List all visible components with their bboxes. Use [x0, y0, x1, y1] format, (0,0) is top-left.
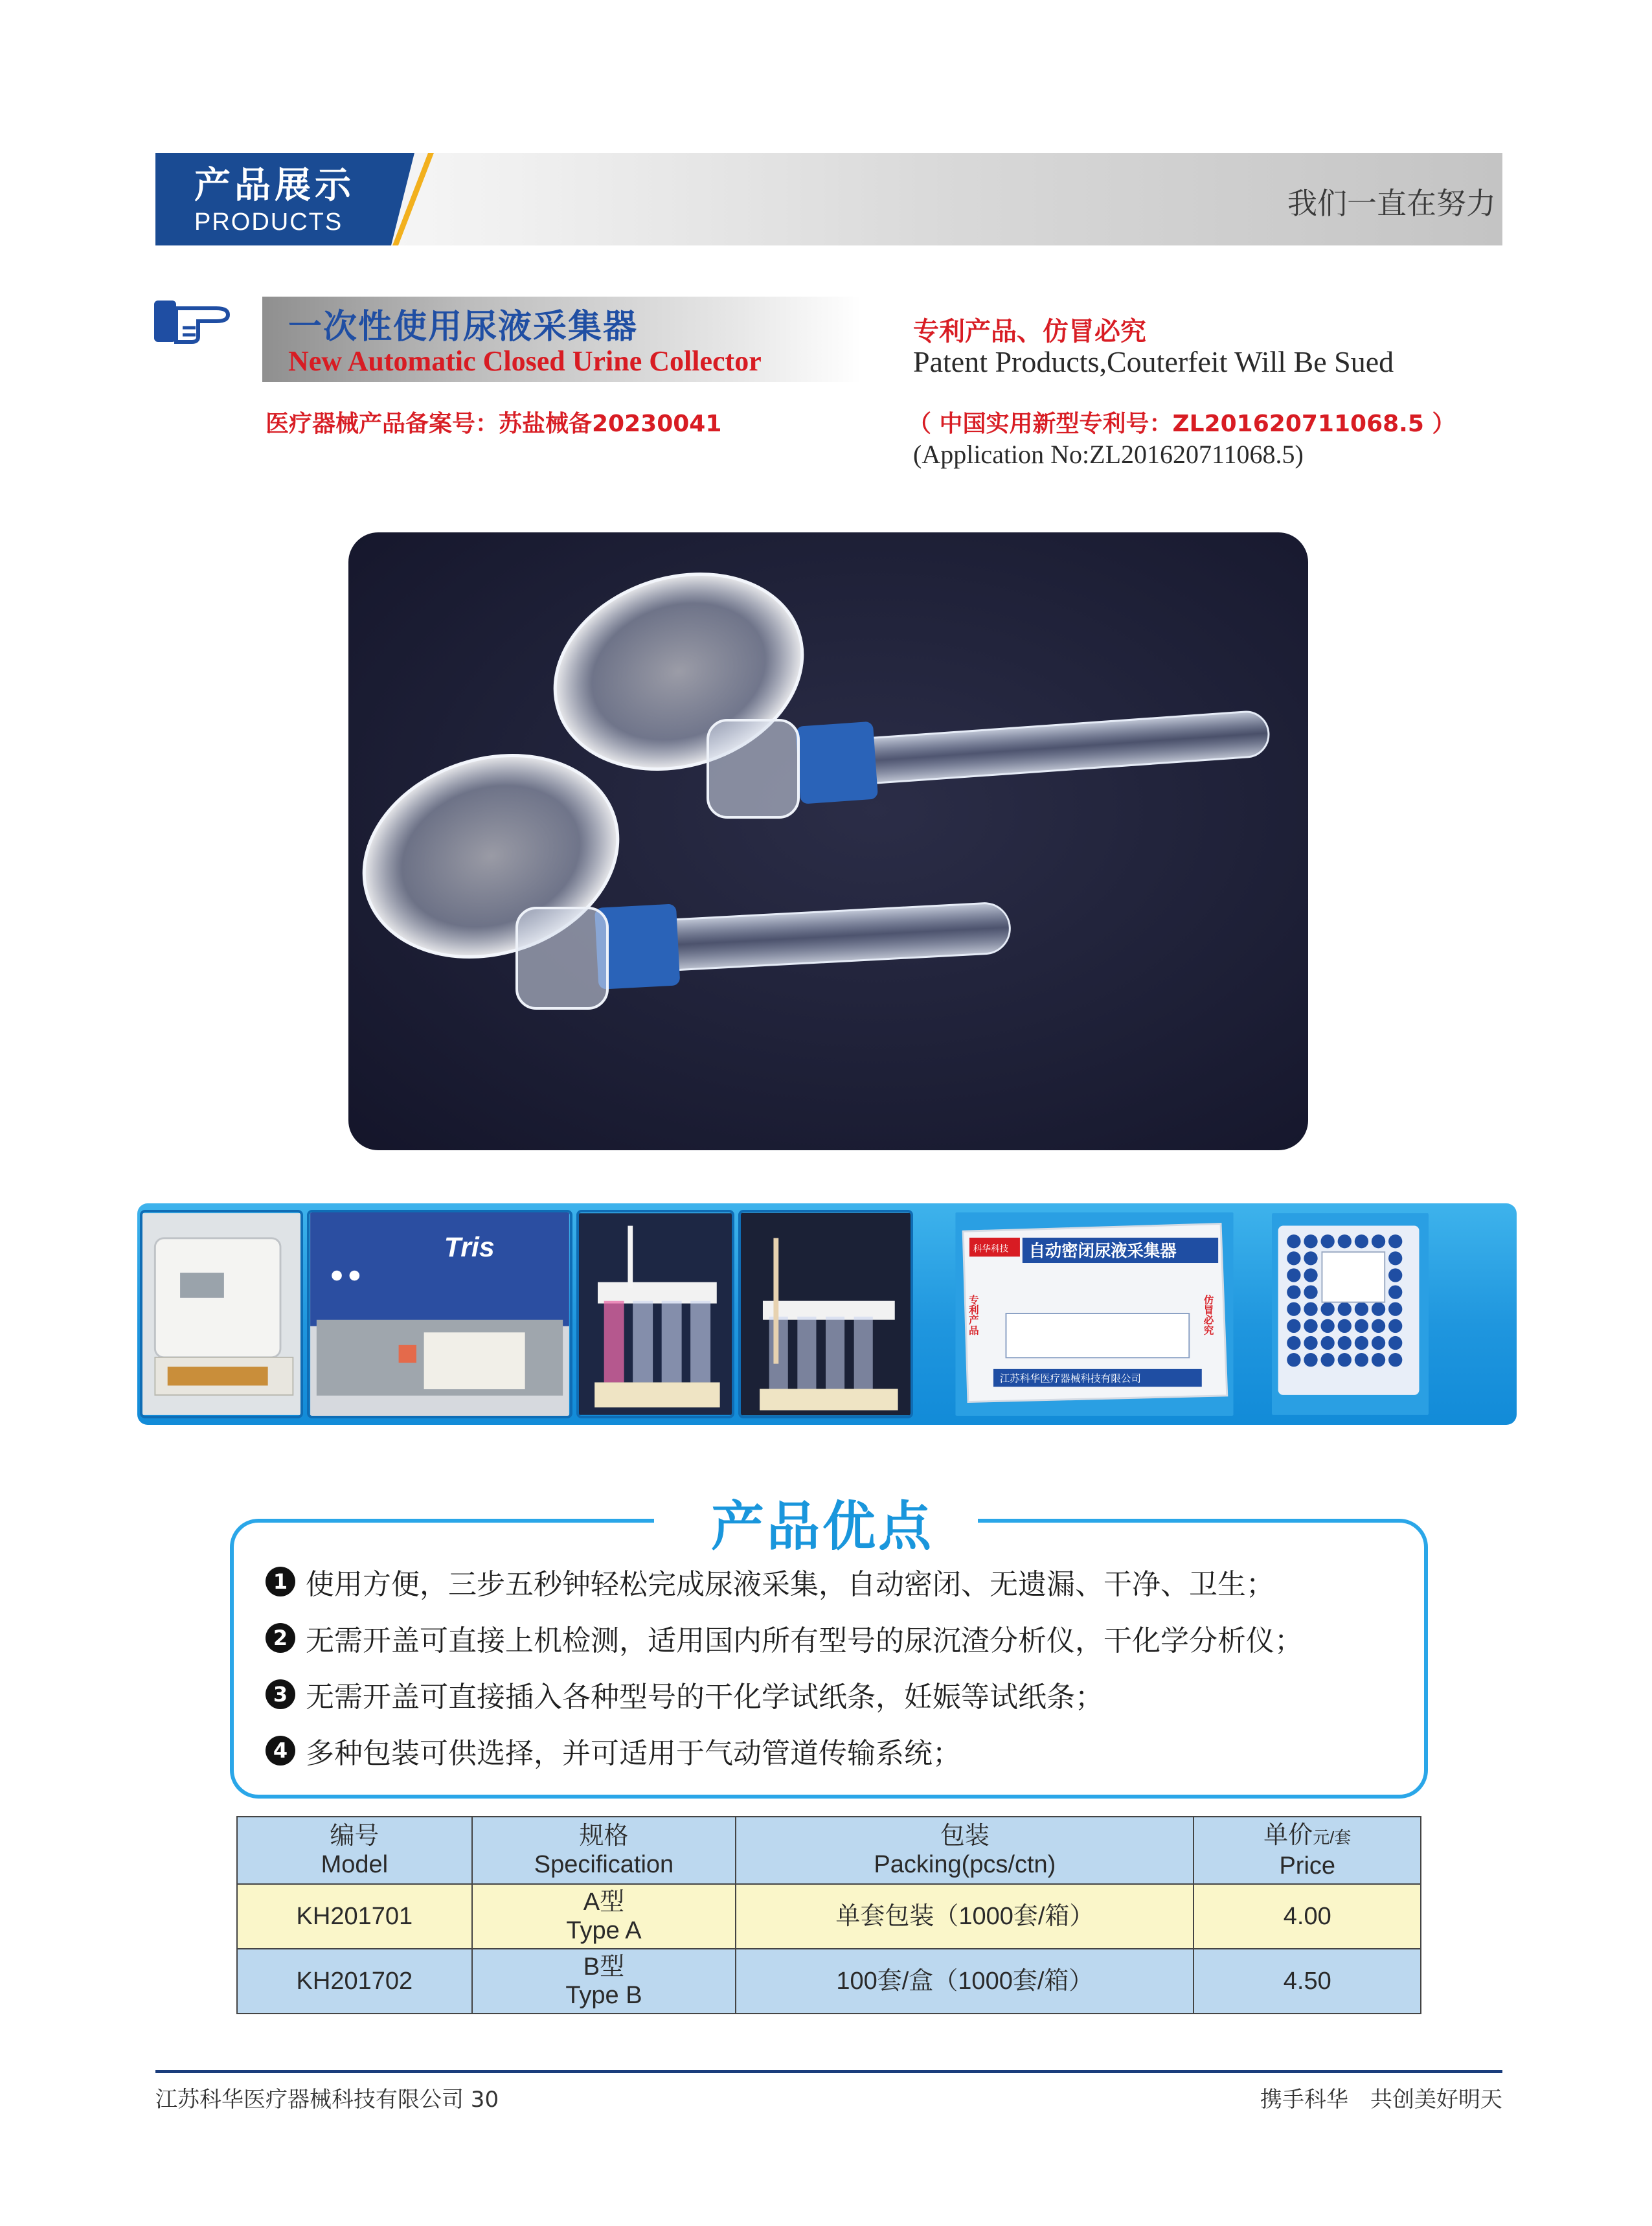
advantage-item-3: [266, 1674, 1103, 1715]
analyzer-machine-photo-icon: [142, 1212, 300, 1416]
patent-notice-cn: 专利产品、仿冒必究: [913, 317, 1146, 346]
spec-cn: A型: [583, 1889, 625, 1916]
urine-collector-illustration: [348, 532, 1308, 1150]
cell-spec: [472, 1884, 736, 1949]
advantage-item-4: [266, 1730, 961, 1771]
advantage-text: 无需开盖可直接插入各种型号的干化学试纸条，妊娠等试纸条；: [306, 1681, 1103, 1714]
strip-photo-collector-rack: [576, 1210, 734, 1418]
record-number: 医疗器械产品备案号：苏盐械备20230041: [266, 411, 722, 437]
cell-model: KH201702: [237, 1949, 472, 2014]
number-badge: 1: [266, 1567, 295, 1596]
header-slogan: 我们一直在努力: [1287, 186, 1496, 221]
header-cn: 规格: [579, 1823, 629, 1850]
cell-packing: 单套包装（1000套/箱）: [736, 1884, 1194, 1949]
table-row: [237, 1884, 1421, 1949]
col-header-spec: [472, 1817, 736, 1884]
cell-model: KH201701: [237, 1884, 472, 1949]
tris-analyzer-photo-icon: [310, 1212, 570, 1416]
cell-packing: 100套/盒（1000套/箱）: [736, 1949, 1194, 2014]
col-header-price: [1194, 1817, 1421, 1884]
header-en: Specification: [534, 1851, 674, 1878]
product-photo: [348, 532, 1308, 1150]
number-badge: 2: [266, 1623, 295, 1653]
pointing-hand-icon: [153, 298, 231, 345]
number-badge: 3: [266, 1679, 295, 1709]
cell-spec: [472, 1949, 736, 2014]
test-strip-tubes-photo-icon: [741, 1212, 911, 1416]
package-company: 江苏科华医疗器械科技有限公司: [999, 1372, 1142, 1385]
header-cn: 包装: [940, 1823, 990, 1850]
tris-logo-text: Tris: [444, 1232, 495, 1264]
advantage-item-1: [266, 1561, 1274, 1602]
spec-cn: B型: [583, 1953, 625, 1981]
cell-price: 4.00: [1194, 1884, 1421, 1949]
strip-photo-package: [952, 1210, 1237, 1418]
package-brand: 科华科技: [973, 1244, 1009, 1255]
header-en: Price: [1279, 1852, 1336, 1880]
patent-notice-en: Patent Products,Couterfeit Will Be Sued: [913, 345, 1394, 378]
advantage-text: 无需开盖可直接上机检测，适用国内所有型号的尿沉渣分析仪，干化学分析仪；: [306, 1624, 1303, 1657]
package-title: 自动密闭尿液采集器: [1028, 1241, 1177, 1261]
number-badge: 4: [266, 1736, 295, 1766]
advantage-item-2: [266, 1617, 1303, 1659]
header-unit: 元/套: [1313, 1827, 1352, 1847]
strip-photo-tris-analyzer: [307, 1210, 572, 1418]
footer-company-page: 江苏科华医疗器械科技有限公司 30: [155, 2087, 499, 2113]
header-en: Model: [321, 1851, 389, 1878]
col-header-packing: [736, 1817, 1194, 1884]
product-name-cn: 一次性使用尿液采集器: [288, 307, 639, 346]
footer-divider: [155, 2070, 1502, 2073]
header-en: Packing(pcs/ctn): [874, 1851, 1056, 1878]
package-side-right: 仿冒必究: [1202, 1294, 1214, 1335]
strip-photo-test-strips: [738, 1210, 913, 1418]
section-title-cn: 产品展示: [194, 165, 355, 207]
product-name-en: New Automatic Closed Urine Collector: [288, 345, 762, 377]
advantage-text: 使用方便，三步五秒钟轻松完成尿液采集，自动密闭、无遗漏、干净、卫生；: [306, 1568, 1274, 1601]
strip-photo-analyzer: [140, 1210, 303, 1418]
package-side-left: 专利产品: [967, 1294, 979, 1335]
package-bag-photo-icon: [955, 1212, 1234, 1416]
boxed-tubes-photo-icon: [1272, 1212, 1429, 1416]
spec-en: Type B: [565, 1982, 642, 2009]
table-row: [237, 1949, 1421, 2014]
strip-photo-boxed-tubes: [1269, 1210, 1431, 1418]
application-number: (Application No:ZL201620711068.5): [913, 440, 1304, 469]
header-cn: 单价: [1263, 1821, 1313, 1849]
cell-price: 4.50: [1194, 1949, 1421, 2014]
col-header-model: [237, 1817, 472, 1884]
advantages-title: 产品优点: [711, 1496, 934, 1558]
spec-table: [236, 1816, 1421, 2014]
footer-motto: 携手科华 共创美好明天: [1260, 2087, 1502, 2113]
spec-en: Type A: [566, 1917, 642, 1944]
advantage-text: 多种包装可供选择，并可适用于气动管道传输系统；: [306, 1737, 961, 1770]
patent-number: （ 中国实用新型专利号：ZL201620711068.5 ）: [908, 411, 1456, 437]
collector-tubes-rack-photo-icon: [579, 1212, 732, 1416]
header-cn: 编号: [330, 1823, 379, 1850]
table-header-row: [237, 1817, 1421, 1884]
section-title-en: PRODUCTS: [194, 209, 343, 236]
